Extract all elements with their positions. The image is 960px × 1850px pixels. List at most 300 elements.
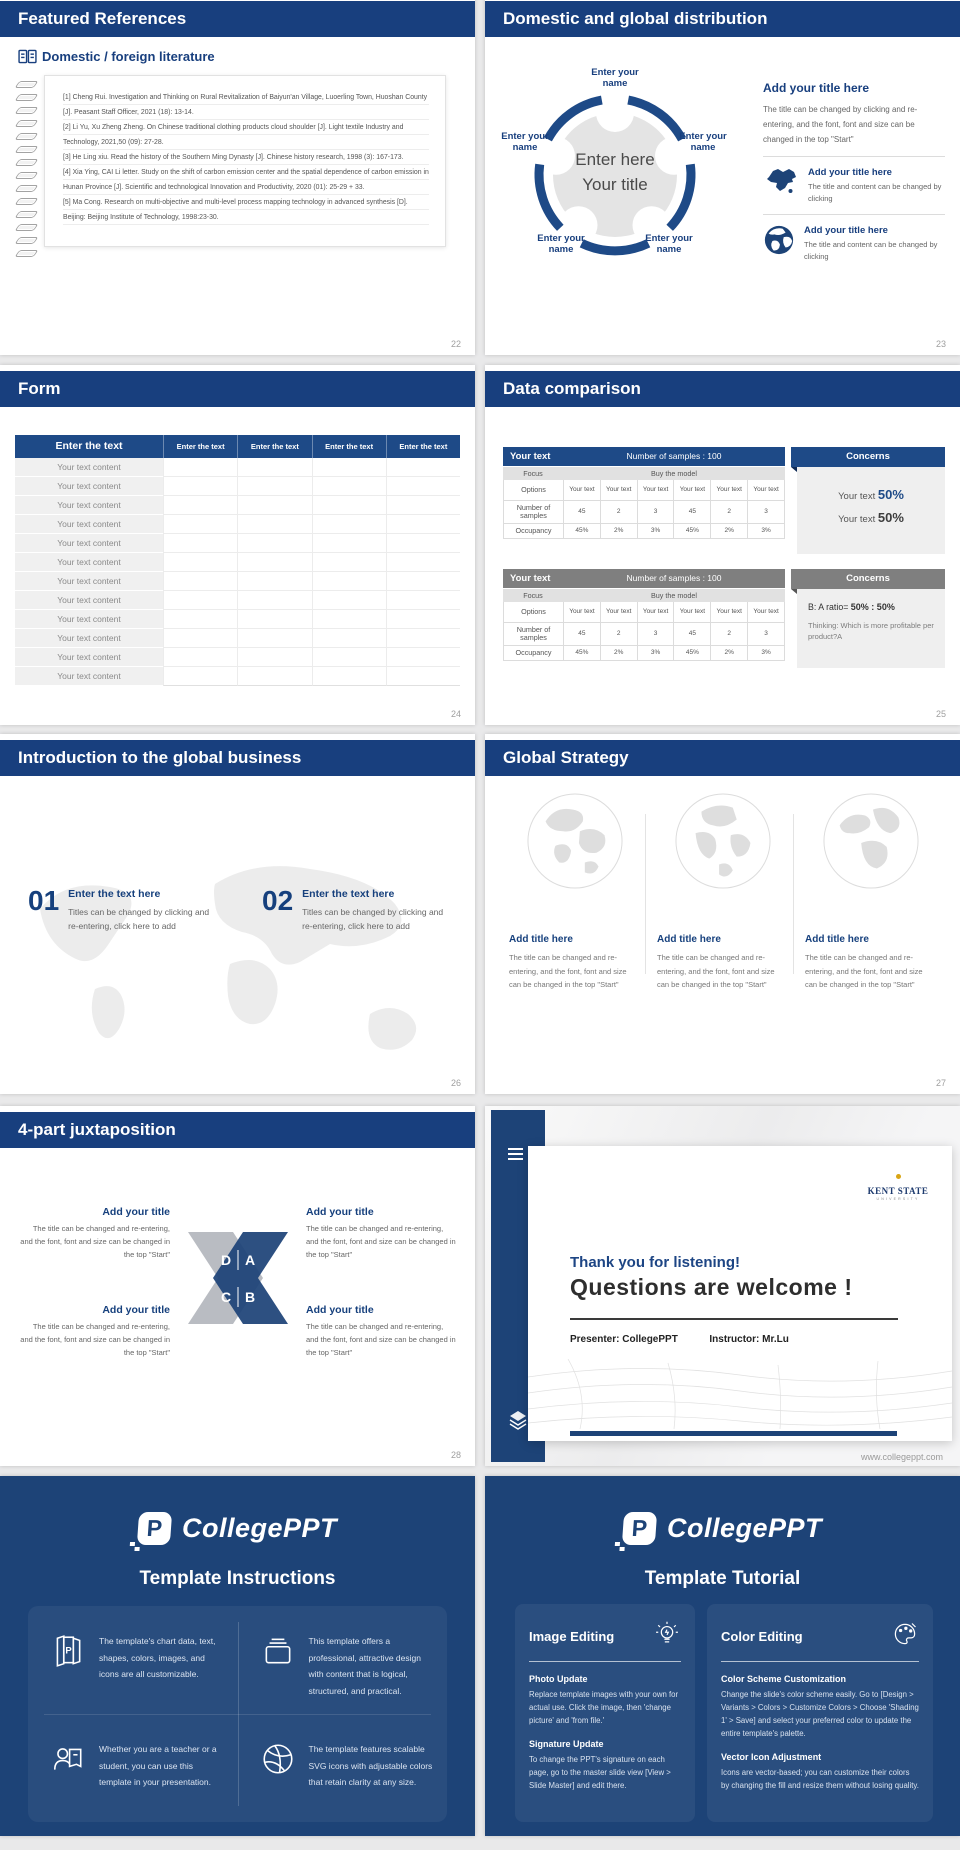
table-cell: [386, 458, 460, 477]
table-row: [15, 515, 460, 534]
block-body: Replace template images with your own for actual use. Click the image, then 'change picture' and 'from file.': [529, 1690, 679, 1725]
table-cell: Your text content: [15, 534, 163, 553]
column-body: The title can be changed and re-entering, and the font, font and size can be changed in the top "Start": [657, 953, 775, 989]
table-cell: 45%: [564, 524, 601, 539]
brand-name: CollegePPT: [181, 1513, 338, 1543]
section-title: Domestic / foreign literature: [42, 49, 215, 64]
item-body: Titles can be changed by clicking and re-entering, click here to add: [68, 907, 210, 931]
spiral-ring: [15, 133, 39, 140]
accent-bar: [570, 1431, 897, 1436]
concern-line: Your text 50%: [838, 510, 904, 525]
features-panel: [28, 1606, 447, 1822]
spiral-ring: [15, 107, 39, 114]
page-title: Template Instructions: [139, 1568, 336, 1589]
text-block: [20, 1304, 170, 1359]
thank-you-card: [528, 1146, 952, 1441]
focus-label: Focus: [523, 591, 543, 600]
table-cell: Your text content: [15, 667, 163, 686]
table-cell: [237, 572, 311, 591]
vector-ball-icon: [260, 1741, 296, 1822]
row-label: Occupancy: [504, 524, 564, 539]
presenter-row: [570, 1334, 789, 1345]
table-cell: [312, 648, 386, 667]
globe-icon: [674, 792, 772, 890]
table-cell: 45: [564, 501, 601, 524]
table-cell: Your text content: [15, 610, 163, 629]
table-cell: [386, 477, 460, 496]
table-cell: 3: [638, 501, 675, 524]
concerns-ribbon: Concerns: [791, 447, 945, 467]
table-cell: [163, 610, 237, 629]
table-cell: 3%: [638, 524, 675, 539]
table-cell: [163, 496, 237, 515]
slide-title-bar: Form: [0, 371, 475, 407]
table-cell: [163, 477, 237, 496]
table-cell: 45%: [674, 646, 711, 661]
globe-icon: [763, 224, 795, 261]
table-row: [15, 629, 460, 648]
table-cell: Your text content: [15, 572, 163, 591]
list-item: [763, 166, 945, 205]
strategy-column: [509, 792, 641, 992]
presenter-label: Presenter:: [570, 1334, 620, 1345]
feature-item: [238, 1606, 448, 1714]
table-cell: Your text content: [15, 591, 163, 610]
column-title: Add title here: [657, 934, 721, 945]
table-cell: [312, 553, 386, 572]
brand-logo: [485, 1512, 960, 1545]
slide-domestic-global-distribution[interactable]: [485, 0, 960, 355]
table-cell: [312, 572, 386, 591]
slide-data-comparison[interactable]: [485, 365, 960, 725]
table-cell: [386, 515, 460, 534]
slide-template-instructions[interactable]: [0, 1476, 475, 1836]
table-row-samples: [503, 501, 785, 524]
table-title-right: Number of samples : 100: [626, 451, 722, 461]
slide-title-bar: Global Strategy: [485, 740, 960, 776]
block-body: The title can be changed and re-entering, and the font, font and size can be changed in the top "Start": [20, 1224, 170, 1259]
table-cell: Your text: [564, 602, 601, 623]
reference-entry: [4] Xia Ying, CAI Li letter. Study on the shift of carbon emission center and the spatial dependence of carbon emission in Hunan Province [J]. Scientific and technological Innovation and Productivity, 2020 (01): 25-29 + 33.: [63, 169, 429, 191]
references-panel: [44, 75, 446, 247]
table-title-row: [503, 569, 785, 588]
table-cell: Your text: [638, 602, 675, 623]
logo-spark-icon: [896, 1174, 901, 1179]
item-number: 01: [28, 885, 60, 916]
globe-icon: [526, 792, 624, 890]
table-cell: Your text: [748, 602, 785, 623]
diagram-node-label: Enter your name: [537, 233, 585, 255]
slide-title-bar: Data comparison: [485, 371, 960, 407]
thinking-line: Thinking: Which is more profitable per product?A: [808, 621, 934, 641]
spiral-ring: [15, 185, 39, 192]
item-title: Enter the text here: [68, 888, 161, 900]
ratio-line: B: A ratio= 50% : 50%: [808, 602, 895, 612]
slide-global-strategy[interactable]: [485, 734, 960, 1094]
archive-box-icon: [260, 1633, 296, 1714]
diagram-center-line2: Your title: [582, 175, 648, 194]
table-title-left: Your text: [510, 573, 551, 584]
spiral-ring: [15, 120, 39, 127]
table-cell: 45: [674, 501, 711, 524]
block-title: Add your title: [306, 1206, 374, 1218]
box-title: Color Editing: [721, 1629, 803, 1644]
slide-thank-you[interactable]: [485, 1106, 960, 1466]
table-cell: Your text content: [15, 553, 163, 572]
collegeppt-logo-icon: P: [137, 1512, 172, 1545]
slide-4-part-juxtaposition[interactable]: [0, 1106, 475, 1466]
table-cell: Your text content: [15, 629, 163, 648]
focus-value: Buy the model: [651, 591, 697, 600]
comparison-table-blue: [503, 447, 785, 539]
diagram-node-label: Enter your name: [591, 67, 639, 89]
table-cell: [237, 515, 311, 534]
focus-value: Buy the model: [651, 469, 697, 478]
tutorial-block: [707, 1752, 933, 1792]
feature-text: The template's chart data, text, shapes, colors, images, and icons are all customizable.: [99, 1636, 216, 1679]
diagram-node-label: Enter your name: [645, 233, 693, 255]
diagram-center-line1: Enter here: [575, 150, 655, 169]
table-cell: [386, 534, 460, 553]
tutorial-box-color-editing: [707, 1604, 933, 1822]
concerns-body: [797, 589, 945, 642]
table-cell: [237, 496, 311, 515]
item-body: The title and content can be changed by clicking: [804, 240, 938, 261]
table-row-samples: [503, 623, 785, 646]
column-title: Add title here: [509, 934, 573, 945]
slide-title-bar: Introduction to the global business: [0, 740, 475, 776]
menu-icon: [508, 1148, 523, 1163]
table-cell: 45%: [674, 524, 711, 539]
spiral-ring: [15, 198, 39, 205]
svg-text:C: C: [220, 1289, 232, 1305]
strategy-column: [657, 792, 789, 992]
table-cell: Your text content: [15, 515, 163, 534]
page-number: 26: [450, 1078, 461, 1088]
table-cell: Your text: [564, 480, 601, 501]
block-title: Add your title: [306, 1304, 374, 1316]
table-title-row: [503, 447, 785, 466]
book-icon: [18, 49, 37, 69]
globe-icon: [822, 792, 920, 890]
page-number: 23: [935, 339, 946, 349]
row-label: Number of samples: [504, 501, 564, 524]
concerns-body: [797, 467, 945, 530]
table-row-options: [503, 480, 785, 501]
block-body: Icons are vector-based; you can customize their colors by changing the fill and resize them without losing quality.: [721, 1768, 919, 1790]
table-cell: [386, 667, 460, 686]
table-row: [15, 534, 460, 553]
table-cell: [386, 629, 460, 648]
spiral-ring: [15, 159, 39, 166]
row-label: Options: [504, 480, 564, 501]
table-cell: [237, 458, 311, 477]
table-cell: 2: [601, 623, 638, 646]
table-header-row: [15, 435, 460, 458]
tutorial-block: [515, 1674, 695, 1727]
table-cell: Your text content: [15, 477, 163, 496]
table-cell: 3%: [748, 646, 785, 661]
spiral-ring: [15, 172, 39, 179]
numbered-item: [28, 886, 220, 933]
table-cell: Your text content: [15, 496, 163, 515]
block-title: Signature Update: [529, 1739, 604, 1749]
table-cell: Your text: [674, 602, 711, 623]
table-cell: [163, 534, 237, 553]
spiral-ring: [15, 211, 39, 218]
table-row: [15, 496, 460, 515]
table-cell: [312, 610, 386, 629]
underline-rule: [570, 1318, 898, 1320]
numbered-item: [262, 886, 454, 933]
table-cell: [163, 648, 237, 667]
item-number: 02: [262, 885, 294, 916]
table-focus-row: [503, 589, 785, 602]
table-cell: 2%: [601, 646, 638, 661]
table-cell: [237, 648, 311, 667]
table-cell: [163, 591, 237, 610]
questions-line: Questions are welcome !: [570, 1274, 853, 1300]
divider: [763, 156, 945, 157]
table-row: [15, 572, 460, 591]
table-cell: [386, 496, 460, 515]
table-cell: Your text: [601, 480, 638, 501]
table-cell: [312, 496, 386, 515]
list-item: [763, 224, 945, 263]
website-url: www.collegeppt.com: [860, 1452, 943, 1462]
right-text-column: [763, 81, 945, 263]
spiral-binding: [17, 81, 36, 257]
table-cell: 45: [674, 623, 711, 646]
svg-text:A: A: [244, 1252, 256, 1268]
divider: [645, 814, 646, 974]
spiral-ring: [15, 94, 39, 101]
concerns-ribbon: Concerns: [791, 569, 945, 589]
table-cell: [386, 591, 460, 610]
spiral-ring: [15, 250, 39, 257]
references-list: [63, 90, 429, 225]
tutorial-box-image-editing: [515, 1604, 695, 1822]
page-number: 28: [450, 1450, 461, 1460]
table-cell: 45: [564, 623, 601, 646]
table-cell: [312, 667, 386, 686]
instructor-name: Mr.Lu: [762, 1334, 789, 1345]
table-cell: [386, 610, 460, 629]
slide-title-bar: Featured References: [0, 1, 475, 37]
table-row-occupancy: [503, 646, 785, 661]
spiral-ring: [15, 237, 39, 244]
table-cell: [386, 572, 460, 591]
table-cell: Your text: [601, 602, 638, 623]
table-cell: 3%: [748, 524, 785, 539]
block-body: The title can be changed and re-entering, and the font, font and size can be changed in the top "Start": [306, 1322, 456, 1357]
instructor-label: Instructor:: [709, 1334, 760, 1345]
row-label: Number of samples: [504, 623, 564, 646]
tutorial-block: [515, 1739, 695, 1792]
table-cell: [237, 477, 311, 496]
table-header-cell: Enter the text: [163, 435, 237, 458]
table-cell: 2: [601, 501, 638, 524]
table-cell: [163, 629, 237, 648]
column-body: The title can be changed and re-entering, and the font, font and size can be changed in the top "Start": [509, 953, 627, 989]
svg-text:B: B: [244, 1289, 256, 1305]
table-row: [15, 648, 460, 667]
reference-entry: [5] Ma Cong. Research on multi-objective and multi-level process mapping technology in advanced synthesis [D]. Beijing: Beijing Institute of Technology, 1998:23-30.: [63, 199, 408, 221]
table-cell: [237, 553, 311, 572]
china-map-icon: [763, 166, 799, 201]
divider: [793, 814, 794, 974]
teacher-student-icon: [50, 1741, 86, 1822]
table-cell: [312, 477, 386, 496]
table-cell: [312, 515, 386, 534]
table-cell: Your text: [638, 480, 675, 501]
table-cell: [312, 458, 386, 477]
table-cell: 2%: [711, 646, 748, 661]
page-number: 27: [935, 1078, 946, 1088]
table-row: [15, 591, 460, 610]
block-title: Photo Update: [529, 1674, 588, 1684]
column-title: Add title here: [805, 934, 869, 945]
spiral-ring: [15, 146, 39, 153]
table-row: [15, 553, 460, 572]
page-number: 22: [450, 339, 461, 349]
comparison-table-gray: [503, 569, 785, 661]
table-cell: [163, 458, 237, 477]
diagram-node-label: Enter your name: [679, 131, 727, 153]
table-cell: Your text: [711, 602, 748, 623]
layers-icon: [507, 1409, 529, 1436]
table-cell: [237, 610, 311, 629]
column-title: Add your title here: [763, 81, 870, 95]
table-cell: [312, 591, 386, 610]
table-cell: 2: [711, 623, 748, 646]
feature-text: The template features scalable SVG icons with adjustable colors that retain clarity at any size.: [308, 1744, 433, 1787]
feature-text: Whether you are a teacher or a student, you can use this template in your presentation.: [99, 1744, 217, 1787]
table-cell: 2: [711, 501, 748, 524]
university-subtitle: UNIVERSITY: [876, 1197, 920, 1201]
divider: [763, 214, 945, 215]
table-cell: [237, 667, 311, 686]
column-body: The title can be changed and re-entering, and the font, font and size can be changed in the top "Start": [805, 953, 923, 989]
table-cell: [312, 629, 386, 648]
spiral-ring: [15, 81, 39, 88]
row-label: Options: [504, 602, 564, 623]
table-cell: [237, 534, 311, 553]
slide-introduction-global-business[interactable]: [0, 734, 475, 1094]
table-title-right: Number of samples : 100: [626, 573, 722, 583]
table-cell: Your text: [711, 480, 748, 501]
slide-form[interactable]: [0, 365, 475, 725]
university-name: KENT STATE: [867, 1186, 929, 1196]
collegeppt-logo-icon: P: [622, 1512, 657, 1545]
box-title: Image Editing: [529, 1629, 615, 1644]
table-cell: Your text: [748, 480, 785, 501]
block-title: Vector Icon Adjustment: [721, 1752, 822, 1762]
university-logo: [860, 1168, 936, 1201]
table-title-left: Your text: [510, 451, 551, 462]
divider: [721, 1661, 919, 1662]
table-row: [15, 477, 460, 496]
block-title: Add your title: [102, 1304, 170, 1316]
table-cell: 3: [638, 623, 675, 646]
concern-line: Your text 50%: [838, 487, 904, 502]
table-cell: 3: [748, 623, 785, 646]
strategy-column: [805, 792, 937, 992]
slide-template-tutorial[interactable]: [485, 1476, 960, 1836]
brochure-icon: [50, 1633, 86, 1714]
table-cell: 2%: [711, 524, 748, 539]
block-body: The title can be changed and re-entering, and the font, font and size can be changed in the top "Start": [20, 1322, 170, 1357]
table-cell: Your text content: [15, 458, 163, 477]
column-body: The title can be changed by clicking and re-entering, and the font, font and size can be changed in the top "Start": [763, 105, 918, 144]
reference-entry: [2] Li Yu, Xu Zheng Zheng. On Chinese traditional clothing products cloud shoulder [J]. Light textile Industry and Technology, 2021,50 (09): 27-28.: [63, 124, 404, 146]
table-cell: Your text content: [15, 648, 163, 667]
bulb-icon: [653, 1620, 681, 1653]
slide-title-bar: Domestic and global distribution: [485, 1, 960, 37]
table-cell: [237, 629, 311, 648]
text-block: [306, 1206, 456, 1261]
table-cell: [163, 572, 237, 591]
brand-logo: [0, 1512, 475, 1545]
page-number: 25: [935, 709, 946, 719]
table-cell: Your text: [674, 480, 711, 501]
item-title: Enter the text here: [302, 888, 395, 900]
table-cell: 3%: [638, 646, 675, 661]
table-body: [15, 458, 460, 686]
block-title: Add your title: [102, 1206, 170, 1218]
table-header-cell: Enter the text: [386, 435, 460, 458]
feature-text: This template offers a professional, attractive design with content that is logical, structured, and practical.: [308, 1636, 421, 1696]
table-cell: [386, 553, 460, 572]
spiral-ring: [15, 224, 39, 231]
wireframe-mesh: [528, 1359, 952, 1429]
form-table: [15, 435, 460, 686]
page-number: 24: [450, 709, 461, 719]
feature-item: [238, 1714, 448, 1822]
table-cell: 2%: [601, 524, 638, 539]
presenter-name: CollegePPT: [622, 1334, 678, 1345]
item-title: Add your title here: [804, 225, 888, 236]
table-row-options: [503, 602, 785, 623]
table-cell: [312, 534, 386, 553]
row-label: Occupancy: [504, 646, 564, 661]
table-row: [15, 610, 460, 629]
item-body: Titles can be changed by clicking and re-entering, click here to add: [302, 907, 444, 931]
tutorial-block: [707, 1674, 933, 1740]
block-title: Color Scheme Customization: [721, 1674, 847, 1684]
diagram-center-text: [540, 147, 690, 197]
brand-name: CollegePPT: [666, 1513, 823, 1543]
divider: [529, 1661, 681, 1662]
focus-label: Focus: [523, 469, 543, 478]
table-focus-row: [503, 467, 785, 480]
text-block: [306, 1304, 456, 1359]
reference-entry: [3] He Ling xiu. Read the history of the Southern Ming Dynasty [J]. Chinese history research, 1998 (3): 167-173.: [63, 154, 404, 161]
table-header-cell: Enter the text: [237, 435, 311, 458]
page-title: Template Tutorial: [644, 1568, 801, 1589]
table-row: [15, 667, 460, 686]
table-header-cell: Enter the text: [312, 435, 386, 458]
concerns-box-blue: [797, 447, 945, 554]
table-cell: 3: [748, 501, 785, 524]
table-cell: [386, 648, 460, 667]
table-header-cell: Enter the text: [55, 440, 123, 452]
table-cell: [237, 591, 311, 610]
table-row: [15, 458, 460, 477]
reference-entry: [1] Cheng Rui. Investigation and Thinking on Rural Revitalization of Baiyun'an Village, Luoerling Town, Huoshan County [J]. Peasant Staff Officer, 2021 (18): 13-14.: [63, 94, 428, 116]
thanks-line: Thank you for listening!: [570, 1254, 741, 1271]
slide-featured-references[interactable]: [0, 0, 475, 355]
